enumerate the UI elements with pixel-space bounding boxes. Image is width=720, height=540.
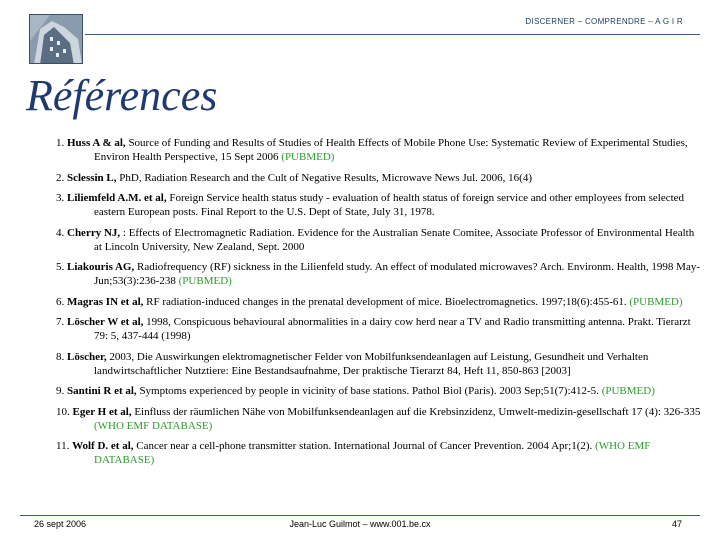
reference-text: 2003, Die Auswirkungen elektromagnetischer Felder von Mobilfunksendeanlagen auf Leistung, Gesundheit und Verhalten landwirtschaftlicher Nutztiere: Eine Bestandsaufnahme, Der praktische Tierarzt 84, Heft 11, 850-863 [2003] <box>94 350 649 377</box>
reference-item <box>56 350 704 378</box>
reference-text: RF radiation-induced changes in the prenatal development of mice. Bioelectromagnetics. 1997;18(6):455-61. <box>143 295 630 308</box>
reference-item <box>56 384 704 398</box>
reference-author: Wolf D. et al, <box>72 440 134 452</box>
reference-text: Radiofrequency (RF) sickness in the Lilienfeld study. An effect of modulated microwaves? Arch. Environm. Health, 1998 May-Jun;53(3):236-238 <box>94 261 700 287</box>
reference-text: Einfluss der räumlichen Nähe von Mobilfunksendeanlagen auf die Krebsinzidenz, Umwelt-medizin-gesellschaft 17 (4): 326-335 <box>131 405 701 418</box>
reference-text: PhD, Radiation Research and the Cult of Negative Results, Microwave News Jul. 2006, 16(4) <box>116 171 532 184</box>
reference-number: 5. <box>56 261 65 273</box>
reference-number: 1. <box>56 137 65 149</box>
footer-author: Jean-Luc Guilmot – www.001.be.cx <box>289 519 431 529</box>
reference-text: Foreign Service health status study - evaluation of health status of foreign service and other employees from selected eastern European posts. Final Report to the U.S. Dept of State, July 31, 1978. <box>94 192 685 218</box>
reference-source-tag: (WHO EMF DATABASE) <box>94 419 213 432</box>
reference-author: Eger H et al, <box>72 405 132 418</box>
reference-item <box>56 439 704 467</box>
reference-source-tag: (PUBMED) <box>601 385 655 397</box>
page-number: 47 <box>671 519 682 529</box>
reference-author: Löscher W et al, <box>67 316 144 328</box>
reference-author: Santini R et al, <box>67 385 137 397</box>
reference-source-tag: (PUBMED) <box>281 151 335 163</box>
footer-date: 26 sept 2006 <box>34 519 87 529</box>
header-divider <box>85 34 700 35</box>
reference-number: 7. <box>56 316 65 328</box>
reference-text: Symptoms experienced by people in vicinity of base stations. Pathol Biol (Paris). 2003 Sep;51(7):412-5. <box>136 385 602 397</box>
header-tagline: DISCERNER – COMPRENDRE – A G I R <box>525 17 683 26</box>
reference-item <box>56 191 704 219</box>
reference-source-tag: (PUBMED) <box>178 275 232 287</box>
reference-item <box>56 295 704 309</box>
reference-number: 2. <box>56 171 65 184</box>
reference-number: 3. <box>56 192 65 204</box>
reference-author: Löscher, <box>67 350 107 363</box>
reference-author: Liakouris AG, <box>67 261 135 273</box>
reference-source-tag: (PUBMED) <box>629 295 683 308</box>
building-photo-icon <box>29 14 83 64</box>
page-title: Références <box>26 71 218 120</box>
reference-author: Liliemfeld A.M. et al, <box>67 192 167 204</box>
reference-list <box>56 136 704 474</box>
reference-text: Cancer near a cell-phone transmitter station. International Journal of Cancer Prevention. 2004 Apr;1(2). <box>133 440 596 452</box>
reference-number: 10. <box>56 405 70 418</box>
reference-author: Magras IN et al, <box>67 295 144 308</box>
reference-item <box>56 136 704 164</box>
reference-item <box>56 171 704 185</box>
reference-author: Huss A & al, <box>67 137 126 149</box>
reference-author: Sclessin L, <box>67 171 117 184</box>
reference-author: Cherry NJ, <box>67 226 121 239</box>
reference-number: 11. <box>56 440 70 452</box>
reference-item <box>56 405 704 433</box>
footer-divider <box>20 515 700 516</box>
reference-text: : Effects of Electromagnetic Radiation. Evidence for the Australian Senate Comitee, Associate Professor of Environmental Health at Lincoln University, New Zealand, Sept. 2000 <box>94 226 695 253</box>
reference-number: 8. <box>56 350 65 363</box>
reference-item <box>56 260 704 288</box>
reference-number: 6. <box>56 295 65 308</box>
reference-number: 9. <box>56 385 65 397</box>
reference-source-tag: (WHO EMF DATABASE) <box>94 440 651 466</box>
reference-item <box>56 226 704 254</box>
reference-number: 4. <box>56 226 65 239</box>
reference-item <box>56 315 704 343</box>
reference-text: Source of Funding and Results of Studies of Health Effects of Mobile Phone Use: Systematic Review of Experimental Studies, Environ Health Perspective, 15 Sept 2006 <box>94 137 688 163</box>
reference-text: 1998, Conspicuous behavioural abnormalities in a dairy cow herd near a TV and Radio transmitting antenna. Prakt. Tierarzt 79: 5, 437-444 (1998) <box>94 316 691 342</box>
